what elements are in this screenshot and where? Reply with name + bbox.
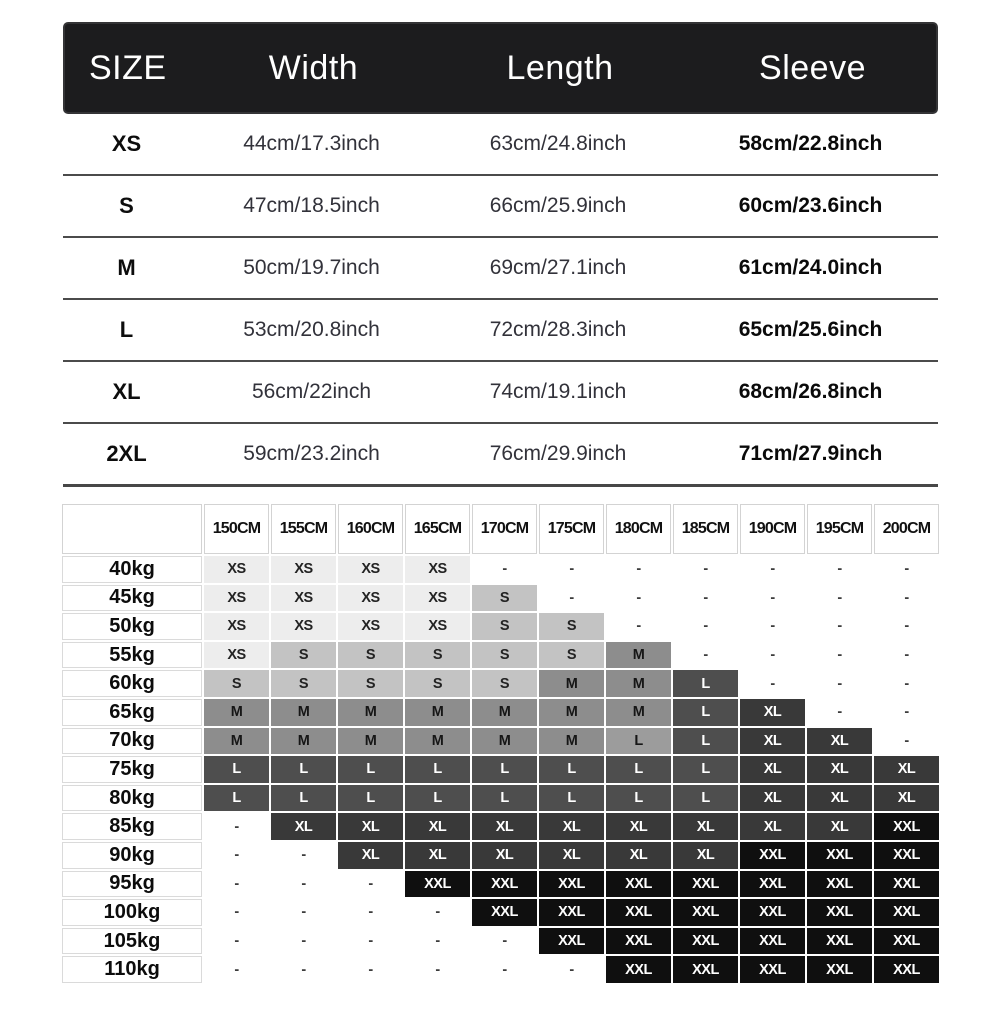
fit-cell: XXL [807,871,872,898]
fit-cell-empty: - [740,642,805,669]
fit-cell-empty: - [807,642,872,669]
fit-cell: L [271,756,336,783]
fit-cell: XL [740,699,805,726]
fit-cell: L [472,756,537,783]
fit-cell: XL [472,813,537,840]
fit-cell: XL [874,756,939,783]
height-header: 200CM [874,504,939,554]
height-header: 160CM [338,504,403,554]
fit-cell: XL [606,842,671,869]
fit-cell-empty: - [204,813,269,840]
fit-cell: L [271,785,336,812]
fit-cell-empty: - [271,871,336,898]
fit-cell: XS [405,613,470,640]
fit-cell: S [539,613,604,640]
fit-cell-empty: - [271,899,336,926]
fit-cell: XXL [807,928,872,955]
fit-cell: XXL [740,928,805,955]
length-value: 69cm/27.1inch [489,256,627,279]
fit-cell: XXL [740,842,805,869]
fit-cell: XL [606,813,671,840]
fit-cell: XXL [673,899,738,926]
fit-cell-empty: - [204,871,269,898]
fit-cell: L [405,756,470,783]
fit-cell-empty: - [740,670,805,697]
fit-cell: S [271,670,336,697]
fit-cell: L [539,756,604,783]
fit-cell: L [204,756,269,783]
width-value: 59cm/23.2inch [243,442,380,465]
length-value: 66cm/25.9inch [489,194,627,217]
fit-cell: XS [204,585,269,612]
sleeve-value: 60cm/23.6inch [738,194,883,217]
fit-cell-empty: - [874,728,939,755]
fit-cell: XL [673,813,738,840]
fit-cell: XXL [673,871,738,898]
fit-cell: XXL [606,928,671,955]
fit-cell: XXL [874,842,939,869]
fit-cell: L [338,756,403,783]
fit-cell: M [405,728,470,755]
fit-cell: XL [740,756,805,783]
size-table-header [63,22,938,114]
weight-label: 100kg [62,899,202,926]
fit-cell: M [271,699,336,726]
fit-cell: M [606,642,671,669]
fit-cell: S [338,670,403,697]
size-label: L [119,317,134,342]
fit-cell-empty: - [405,956,470,983]
fit-cell: M [606,670,671,697]
fit-cell: M [338,728,403,755]
fit-cell: XXL [874,956,939,983]
sleeve-value: 71cm/27.9inch [738,442,883,465]
fit-cell: M [204,699,269,726]
fit-cell: XL [338,842,403,869]
weight-label: 70kg [62,728,202,755]
fit-cell-empty: - [740,613,805,640]
fit-cell: XL [405,813,470,840]
height-header: 195CM [807,504,872,554]
size-label: M [117,255,136,280]
fit-cell-empty: - [204,842,269,869]
fit-cell-empty: - [472,556,537,583]
fit-cell: L [539,785,604,812]
height-header: 185CM [673,504,738,554]
fit-cell: XXL [606,956,671,983]
fit-cell: S [472,585,537,612]
fit-matrix [62,504,939,983]
fit-cell-empty: - [338,956,403,983]
weight-label: 90kg [62,842,202,869]
fit-cell-empty: - [271,956,336,983]
fit-cell: XXL [606,871,671,898]
fit-cell: M [338,699,403,726]
fit-cell-empty: - [271,928,336,955]
fit-cell-empty: - [338,899,403,926]
size-row-s [63,176,938,238]
size-label: XS [111,131,142,156]
fit-cell: L [405,785,470,812]
fit-cell: XS [271,556,336,583]
length-value: 63cm/24.8inch [489,132,627,155]
fit-cell-empty: - [338,928,403,955]
size-row-m [63,238,938,300]
matrix-corner-cell [62,504,202,554]
fit-cell: XS [405,556,470,583]
fit-cell-empty: - [405,899,470,926]
fit-cell: XXL [807,899,872,926]
fit-cell: XXL [405,871,470,898]
fit-cell: S [472,613,537,640]
fit-cell: L [673,785,738,812]
fit-cell: S [204,670,269,697]
fit-cell: XXL [740,899,805,926]
weight-label: 95kg [62,871,202,898]
fit-cell-empty: - [874,699,939,726]
fit-cell: L [606,785,671,812]
weight-label: 80kg [62,785,202,812]
weight-label: 110kg [62,956,202,983]
fit-cell: XL [807,756,872,783]
col-header-length: Length [506,48,614,87]
fit-cell: M [539,728,604,755]
fit-cell: L [673,728,738,755]
fit-cell: XXL [874,928,939,955]
fit-cell: XXL [740,956,805,983]
fit-cell: M [405,699,470,726]
fit-cell-empty: - [807,613,872,640]
fit-cell-empty: - [874,613,939,640]
fit-cell: XXL [539,899,604,926]
fit-cell-empty: - [606,613,671,640]
weight-label: 45kg [62,585,202,612]
fit-cell-empty: - [807,699,872,726]
col-header-size: SIZE [89,48,167,87]
fit-cell: M [204,728,269,755]
fit-cell: XXL [539,871,604,898]
fit-cell: XL [807,728,872,755]
fit-cell-empty: - [204,956,269,983]
fit-cell-empty: - [807,670,872,697]
fit-cell: S [472,642,537,669]
width-value: 53cm/20.8inch [243,318,380,341]
height-header: 190CM [740,504,805,554]
fit-cell-empty: - [874,670,939,697]
fit-cell: M [539,670,604,697]
sleeve-value: 68cm/26.8inch [738,380,883,403]
fit-cell: L [606,756,671,783]
weight-label: 40kg [62,556,202,583]
fit-cell: L [673,699,738,726]
weight-label: 65kg [62,699,202,726]
weight-label: 50kg [62,613,202,640]
fit-cell-empty: - [807,585,872,612]
fit-cell: L [606,728,671,755]
fit-cell: S [405,670,470,697]
fit-cell-empty: - [539,556,604,583]
fit-cell: XL [271,813,336,840]
height-header: 170CM [472,504,537,554]
size-label: S [119,193,134,218]
fit-cell: M [472,728,537,755]
fit-cell-empty: - [740,585,805,612]
size-label: 2XL [106,441,147,466]
weight-label: 60kg [62,670,202,697]
length-value: 74cm/19.1inch [489,380,627,403]
size-row-xs [63,114,938,176]
fit-cell: XS [405,585,470,612]
weight-label: 75kg [62,756,202,783]
fit-cell-empty: - [673,642,738,669]
fit-cell: M [606,699,671,726]
fit-cell-empty: - [539,585,604,612]
fit-cell: XXL [673,956,738,983]
weight-label: 85kg [62,813,202,840]
fit-cell-empty: - [539,956,604,983]
fit-cell: L [673,670,738,697]
fit-cell: XL [874,785,939,812]
fit-cell: XS [204,613,269,640]
fit-cell-empty: - [874,642,939,669]
fit-cell: M [271,728,336,755]
fit-cell: XL [338,813,403,840]
size-table [63,22,938,487]
fit-cell-empty: - [606,556,671,583]
fit-cell: XXL [807,956,872,983]
sleeve-value: 61cm/24.0inch [738,256,883,279]
col-header-width: Width [268,48,359,87]
fit-cell: S [338,642,403,669]
fit-cell-empty: - [673,556,738,583]
fit-cell: M [539,699,604,726]
fit-cell: S [271,642,336,669]
fit-cell-empty: - [472,928,537,955]
fit-cell: XL [539,813,604,840]
length-value: 72cm/28.3inch [489,318,627,341]
fit-cell: S [472,670,537,697]
height-header: 165CM [405,504,470,554]
fit-cell-empty: - [405,928,470,955]
size-table-body [63,114,938,487]
height-header: 180CM [606,504,671,554]
fit-cell: XXL [539,928,604,955]
width-value: 44cm/17.3inch [243,132,380,155]
fit-cell-empty: - [874,556,939,583]
width-value: 50cm/19.7inch [243,256,380,279]
fit-cell: XL [807,813,872,840]
fit-cell: M [472,699,537,726]
fit-cell: XS [338,585,403,612]
fit-cell: XXL [807,842,872,869]
fit-cell: XL [539,842,604,869]
fit-cell-empty: - [740,556,805,583]
fit-cell: L [472,785,537,812]
fit-cell: XL [472,842,537,869]
fit-cell: XL [673,842,738,869]
length-value: 76cm/29.9inch [489,442,627,465]
fit-cell: XS [204,556,269,583]
fit-cell: XXL [874,899,939,926]
height-header: 155CM [271,504,336,554]
fit-cell-empty: - [204,928,269,955]
weight-label: 55kg [62,642,202,669]
fit-cell: XXL [606,899,671,926]
size-row-l [63,300,938,362]
fit-cell: L [338,785,403,812]
sleeve-value: 65cm/25.6inch [738,318,883,341]
fit-cell-empty: - [338,871,403,898]
fit-cell: XL [405,842,470,869]
fit-cell: XXL [874,813,939,840]
fit-cell: XL [740,785,805,812]
fit-cell: XS [271,613,336,640]
fit-cell: XS [338,613,403,640]
width-value: 47cm/18.5inch [243,194,380,217]
fit-cell-empty: - [807,556,872,583]
fit-cell: XXL [874,871,939,898]
fit-cell: S [539,642,604,669]
fit-cell: XXL [472,871,537,898]
height-header: 150CM [204,504,269,554]
size-row-2xl [63,424,938,487]
fit-cell: S [405,642,470,669]
size-label: XL [112,379,141,404]
fit-cell-empty: - [673,613,738,640]
fit-cell-empty: - [606,585,671,612]
fit-cell-empty: - [874,585,939,612]
fit-cell-empty: - [472,956,537,983]
fit-cell-empty: - [271,842,336,869]
fit-cell-empty: - [673,585,738,612]
fit-cell: XS [271,585,336,612]
fit-cell: XXL [472,899,537,926]
fit-cell: XS [338,556,403,583]
height-header: 175CM [539,504,604,554]
fit-cell: XS [204,642,269,669]
fit-cell: XXL [740,871,805,898]
fit-cell-empty: - [204,899,269,926]
size-row-xl [63,362,938,424]
fit-cell: XL [740,728,805,755]
sleeve-value: 58cm/22.8inch [738,132,883,155]
width-value: 56cm/22inch [251,380,372,403]
fit-cell: XXL [673,928,738,955]
fit-cell: L [204,785,269,812]
col-header-sleeve: Sleeve [759,48,866,87]
fit-cell: XL [807,785,872,812]
fit-cell: L [673,756,738,783]
weight-label: 105kg [62,928,202,955]
fit-cell: XL [740,813,805,840]
